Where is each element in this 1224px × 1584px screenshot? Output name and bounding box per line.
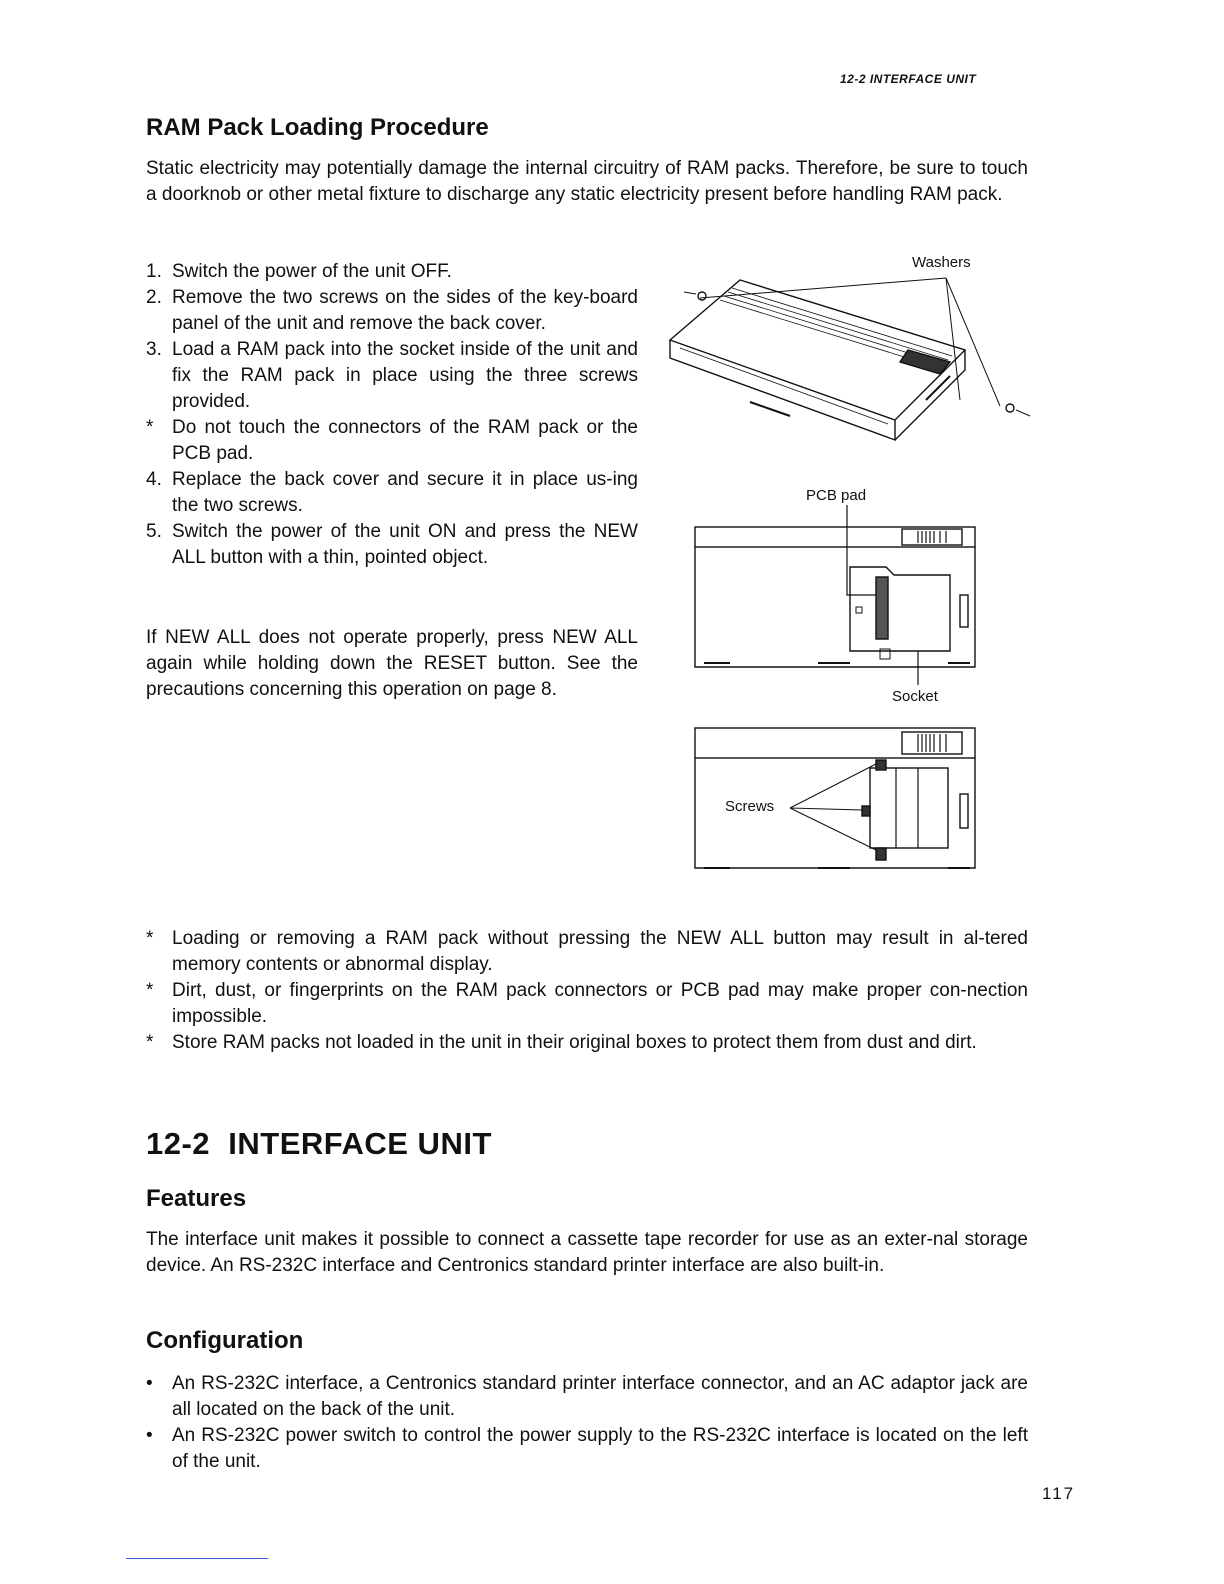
right-washer-icon — [1006, 404, 1014, 412]
screws-label: Screws — [725, 798, 775, 815]
step-text: Switch the power of the unit ON and press the NEW ALL button with a thin, pointed object. — [172, 521, 638, 568]
interface-unit-heading: 12-2 INTERFACE UNIT — [146, 1126, 492, 1161]
screw-icon — [876, 760, 886, 770]
caution-text: Loading or removing a RAM pack without pressing the NEW ALL button may result in al-tered memory contents or abnormal display. — [172, 928, 1028, 975]
bullet-marker: • — [146, 1373, 153, 1394]
configuration-item — [146, 1371, 1028, 1423]
step-item — [146, 415, 638, 467]
step-marker: 4. — [146, 469, 162, 490]
unit-perspective-figure — [650, 250, 1050, 470]
ram-socket-area — [850, 567, 950, 651]
step-marker: 3. — [146, 339, 162, 360]
step-text: Load a RAM pack into the socket inside of the unit and fix the RAM pack in place using the three screws provided. — [172, 339, 638, 412]
caution-marker: * — [146, 980, 154, 1001]
step-marker: 2. — [146, 287, 162, 308]
footer-rule — [126, 1558, 268, 1559]
step-marker: 5. — [146, 521, 162, 542]
pcb-socket-figure — [690, 505, 990, 685]
step-item — [146, 259, 638, 285]
step-item — [146, 467, 638, 519]
left-washer-icon — [698, 292, 706, 300]
features-paragraph: The interface unit makes it possible to connect a cassette tape recorder for use as an exter-nal storage device. An RS-232C interface and Centronics standard printer interface are also built-in. — [146, 1229, 1028, 1276]
unit-top-panel — [695, 527, 975, 547]
running-head: 12-2 INTERFACE UNIT — [840, 72, 977, 86]
page-number: 117 — [1042, 1484, 1076, 1503]
ram-steps-list — [146, 259, 638, 571]
caution-item — [146, 978, 1028, 1030]
step-text: Switch the power of the unit OFF. — [172, 261, 452, 282]
ram-pack — [870, 768, 948, 848]
socket-label: Socket — [892, 688, 938, 705]
caution-item — [146, 1030, 1028, 1056]
caution-marker: * — [146, 1032, 154, 1053]
ram-intro-paragraph: Static electricity may potentially damage the internal circuitry of RAM packs. Therefore, be sure to touch a doorknob or other metal fixture to discharge any static electricity present before handling RAM pack. — [146, 158, 1028, 205]
washers-label: Washers — [912, 254, 971, 271]
step-text: Remove the two screws on the sides of the key-board panel of the unit and remove the back cover. — [172, 287, 638, 334]
bullet-marker: • — [146, 1425, 153, 1446]
configuration-text: An RS-232C interface, a Centronics standard printer interface connector, and an AC adaptor jack are all located on the back of the unit. — [172, 1373, 1028, 1420]
caution-text: Store RAM packs not loaded in the unit in their original boxes to protect them from dust and dirt. — [172, 1032, 977, 1053]
pcb-pad-label: PCB pad — [806, 487, 867, 504]
ram-section-title: RAM Pack Loading Procedure — [146, 114, 489, 141]
screw-icon — [862, 806, 870, 816]
step-marker: 1. — [146, 261, 162, 282]
ram-cautions-list — [146, 926, 1028, 1056]
step-item — [146, 337, 638, 415]
features-title: Features — [146, 1185, 247, 1212]
display-window — [902, 732, 962, 754]
display-window — [902, 529, 962, 545]
unit-display-block — [900, 350, 950, 374]
unit-body — [695, 547, 975, 667]
unit-front-edge — [670, 340, 895, 440]
step-marker: * — [146, 417, 154, 438]
caution-marker: * — [146, 928, 154, 949]
unit-top-surface — [670, 280, 965, 420]
step-item — [146, 519, 638, 571]
caution-item — [146, 926, 1028, 978]
pcb-pad-connector — [876, 577, 888, 639]
step-text: Do not touch the connectors of the RAM pack or the PCB pad. — [172, 417, 638, 464]
screw-icon — [876, 848, 886, 860]
side-switch — [960, 595, 968, 627]
caution-text: Dirt, dust, or fingerprints on the RAM pack connectors or PCB pad may make proper con-nection impossible. — [172, 980, 1028, 1027]
configuration-item — [146, 1423, 1028, 1475]
side-switch — [960, 794, 968, 828]
step-text: Replace the back cover and secure it in place us-ing the two screws. — [172, 469, 638, 516]
configuration-list — [146, 1371, 1028, 1475]
step-item — [146, 285, 638, 337]
configuration-text: An RS-232C power switch to control the power supply to the RS-232C interface is located on the left of the unit. — [172, 1425, 1028, 1472]
configuration-title: Configuration — [146, 1327, 304, 1354]
new-all-note: If NEW ALL does not operate properly, press NEW ALL again while holding down the RESET button. See the precautions concerning this operation on page 8. — [146, 627, 638, 700]
